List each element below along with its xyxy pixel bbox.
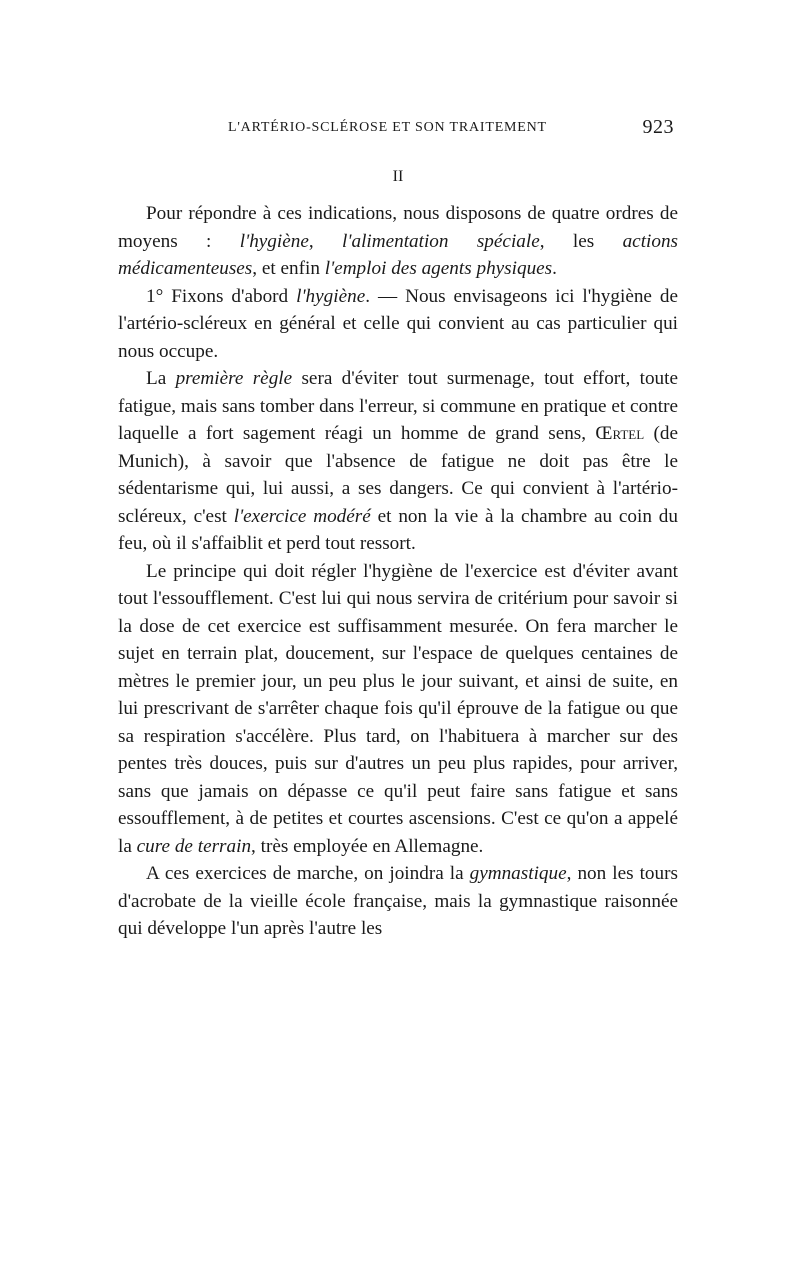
text-run: et non la vie à la chambre au coin du feu, où il s'affaiblit et perd tout ressort. xyxy=(118,505,678,554)
paragraph xyxy=(118,365,678,558)
text-run: A ces exercices de marche, on joindra la xyxy=(146,863,470,884)
running-head xyxy=(118,112,678,142)
italic-phrase: l'hygiène xyxy=(296,285,366,307)
text-run: , très employée en Allemagne. xyxy=(251,835,484,857)
italic-phrase: l'hygiène xyxy=(239,230,309,252)
text-run: Pour répondre à ces indications, nous disposons de quatre ordres de moyens : xyxy=(118,203,678,252)
text-run: . xyxy=(552,258,557,279)
page-number: 923 xyxy=(642,116,674,138)
italic-phrase: l'exercice modéré xyxy=(233,505,371,527)
text-run: Le principe qui doit régler l'hygiène de l'exercice est d'éviter avant tout l'essoufflement. C'est lui qui nous servira de critérium pour savoir si la dose de cet exercice est suffisamment mesurée. On fera marcher le sujet en terrain plat, doucement, sur l'espace de quelques centaines de mètres le premier jour, un peu plus le jour suivant, et ainsi de suite, en lui prescrivant de s'arrêter chaque fois qu'il éprouve de la fatigue ou que sa respiration s'accélère. Plus tard, on l'habituera à marcher sur des pentes très douces, puis sur d'autres un peu plus rapides, pour arriver, sans que jamais on dépasse ce qu'il peut faire sans fatigue et sans essoufflement, à de petites et courtes ascensions. C'est ce qu'on a appelé la xyxy=(118,560,678,857)
body-text xyxy=(118,200,678,943)
italic-phrase: l'alimentation spéciale xyxy=(342,230,540,252)
text-run: . — Nous envisageons ici l'hygiène de l'artério-scléreux en général et celle qui convient au cas particulier qui nous occupe. xyxy=(118,285,678,362)
text-run: La xyxy=(146,368,176,389)
author-name: Œrtel xyxy=(595,423,645,444)
paragraph xyxy=(118,200,678,283)
text-run: , non les tours d'acrobate de la vieille école française, mais la gymnastique raisonnée qui développe l'un après l'autre les xyxy=(118,863,678,939)
running-title: L'ARTÉRIO-SCLÉROSE ET SON TRAITEMENT xyxy=(228,120,547,135)
book-page xyxy=(118,112,678,943)
italic-phrase: première règle xyxy=(175,368,293,389)
paragraph xyxy=(118,558,678,861)
italic-phrase: cure de terrain xyxy=(136,835,252,857)
text-run: , les xyxy=(539,230,623,252)
italic-phrase: gymnastique xyxy=(469,863,567,884)
text-run: (de Munich), à savoir que l'absence de fatigue ne doit pas être le sédentarisme qui, lui aussi, a ses dangers. Ce qui convient à l'artério-scléreux, c'est xyxy=(118,423,678,527)
text-run: , xyxy=(308,230,343,252)
italic-phrase: l'emploi des agents physiques xyxy=(324,258,553,279)
text-run: , et enfin xyxy=(252,258,325,279)
text-run: sera d'éviter tout surmenage, tout effort, toute fatigue, mais sans tomber dans l'erreur, si commune en pratique et contre laquelle a fort sagement réagi un homme de grand sens, xyxy=(118,368,678,444)
paragraph xyxy=(118,860,678,943)
section-number: II xyxy=(392,168,404,185)
italic-phrase: actions médicamenteuses xyxy=(118,230,679,279)
paragraph xyxy=(118,283,678,366)
text-run: 1° Fixons d'abord xyxy=(146,285,297,307)
